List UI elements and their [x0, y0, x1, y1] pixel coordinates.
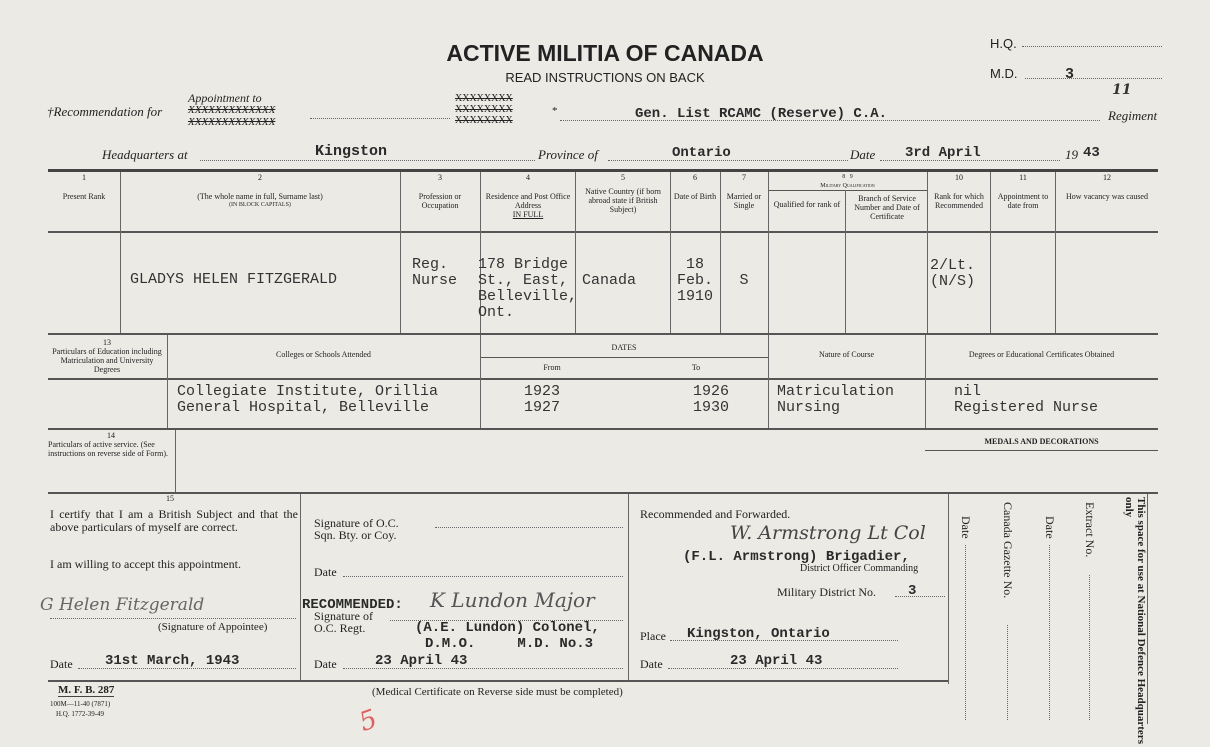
col-8-header: Qualified for rank of — [773, 200, 841, 209]
year-prefix: 19 — [1065, 147, 1078, 162]
appointee-signature: G Helen Fitzgerald — [40, 595, 205, 615]
struck-options: XXXXXXXX XXXXXXXX XXXXXXXX — [455, 93, 513, 126]
place-label: Place — [640, 629, 666, 643]
certify-date-label: Date — [50, 657, 73, 671]
col-4-header: 4 Residence and Post Office Address IN FULL — [485, 173, 571, 219]
oc-regt-signature: K Lundon Major — [430, 588, 595, 612]
col-6-header: 6 Date of Birth — [673, 173, 717, 201]
hq-label: H.Q. — [990, 36, 1017, 51]
col-10-header: 10 Rank for which Recommended — [934, 173, 984, 210]
form-code-2: H.Q. 1772-39-49 — [56, 710, 105, 718]
record-married: S — [739, 272, 749, 289]
doc-signature: W. Armstrong Lt Col — [730, 522, 926, 544]
education-school: Collegiate Institute, Orillia General Hospital, Belleville — [177, 383, 439, 416]
asterisk: * — [552, 105, 558, 117]
hq-at-label: Headquarters at — [102, 147, 188, 162]
extract-label: Extract No. — [1083, 502, 1097, 558]
handwritten-mark: 11 — [1112, 82, 1132, 98]
province-label: Province of — [538, 147, 598, 162]
appointment-options: Appointment to XXXXXXXXXXXXX XXXXXXXXXXXXX — [188, 91, 276, 128]
course-header: Nature of Course — [818, 350, 875, 359]
ndhq-note: This space for use at National Defence Headquarters only — [1123, 497, 1147, 744]
medals-header: MEDALS AND DECORATIONS — [984, 437, 1099, 446]
record-country: Canada — [582, 272, 637, 289]
education-from: 1923 1927 — [524, 383, 561, 416]
form-code-1: 100M—11-40 (7871) — [50, 700, 111, 708]
record-address: 178 Bridge St., East, Belleville, Ont. — [478, 256, 578, 321]
form-number: M. F. B. 287 — [58, 684, 115, 696]
record-rank-recommended: 2/Lt. (N/S) — [930, 257, 976, 290]
col-12-header: 12 How vacancy was caused — [1066, 173, 1148, 201]
oc-signature-label: Signature of O.C. Sqn. Bty. or Coy. — [314, 516, 399, 542]
recommended-stamp: RECOMMENDED: — [302, 597, 403, 613]
education-degree: nil Registered Nurse — [954, 383, 1099, 416]
to-header: To — [691, 363, 701, 372]
form-subtitle: READ INSTRUCTIONS ON BACK — [505, 70, 705, 85]
doc-name: (F.L. Armstrong) Brigadier, — [683, 549, 910, 565]
education-course: Matriculation Nursing — [777, 383, 895, 416]
certify-num: 15 — [166, 494, 174, 503]
province-value: Ontario — [672, 145, 731, 161]
md-label: M.D. — [990, 66, 1018, 81]
oc-date2-value: 23 April 43 — [375, 653, 468, 669]
date-value: 3rd April — [905, 145, 981, 161]
record-name: GLADYS HELEN FITZGERALD — [130, 271, 338, 288]
place-value: Kingston, Ontario — [687, 626, 830, 642]
forward-date-value: 23 April 43 — [730, 653, 823, 669]
col-1-header: 1 Present Rank — [62, 173, 106, 201]
col-3-header: 3 Profession or Occupation — [418, 173, 462, 210]
oc-regt-name: (A.E. Lundon) Colonel, — [415, 620, 600, 636]
record-dob: 18 Feb. 1910 — [676, 256, 713, 305]
date-label: Date — [850, 147, 876, 162]
ndhq-date-label: Date — [959, 516, 973, 539]
willing-text: I am willing to accept this appointment. — [50, 557, 241, 571]
certify-text: I certify that I am a British Subject and that the above particulars of myself are correct. — [50, 507, 298, 534]
colleges-header: Colleges or Schools Attended — [276, 350, 371, 359]
forwarded-label: Recommended and Forwarded. — [640, 507, 791, 521]
education-to: 1926 1930 — [693, 383, 730, 416]
certify-date-value: 31st March, 1943 — [105, 653, 240, 669]
col-11-header: 11 Appointment to date from — [997, 173, 1049, 210]
col-9-header: Branch of Service Number and Date of Certificate — [854, 194, 920, 221]
md-no-value: 3 — [908, 583, 917, 599]
oc-regt-label: Signature of O.C. Regt. — [314, 609, 373, 635]
appointee-signature-label: (Signature of Appointee) — [158, 621, 268, 633]
gazette-label: Canada Gazette No. — [1001, 502, 1015, 599]
md-no-label: Military District No. — [777, 585, 876, 599]
col-5-header: 5 Native Country (if born abroad state if British Subject) — [585, 173, 661, 214]
md-value: 3 — [1065, 66, 1075, 83]
forward-date-label: Date — [640, 657, 663, 671]
dates-header: DATES — [611, 343, 637, 352]
medical-note: (Medical Certificate on Reverse side must be completed) — [372, 686, 623, 698]
col-7-header: 7 Married or Single — [726, 173, 762, 210]
col-2-header: 2 (The whole name in full, Surname last) (IN BLOCK CAPITALS) — [197, 173, 323, 208]
from-header: From — [543, 363, 561, 372]
oc-date-label: Date — [314, 565, 337, 579]
year-value: 43 — [1083, 145, 1100, 161]
degrees-header: Degrees or Educational Certificates Obtained — [968, 350, 1115, 359]
unit-value: Gen. List RCAMC (Reserve) C.A. — [635, 106, 888, 122]
oc-regt-title: D.M.O. M.D. No.3 — [425, 636, 594, 652]
ndhq-date2-label: Date — [1043, 516, 1057, 539]
record-profession: Reg. Nurse — [412, 256, 458, 289]
education-header: 13 Particulars of Education including Matriculation and University Degrees — [52, 338, 162, 374]
hq-value: Kingston — [315, 143, 388, 160]
recommendation-label: †Recommendation for — [47, 104, 163, 119]
red-mark: 5 — [355, 704, 382, 738]
regiment-label: Regiment — [1108, 108, 1158, 123]
military-qualification-header: 8 9 Military Qualification — [820, 174, 875, 189]
doc-label: District Officer Commanding — [800, 563, 919, 574]
service-label: 14 Particulars of active service. (See instructions on reverse side of Form). — [48, 431, 168, 458]
oc-date2-label: Date — [314, 657, 337, 671]
form-title: ACTIVE MILITIA OF CANADA — [446, 40, 764, 66]
